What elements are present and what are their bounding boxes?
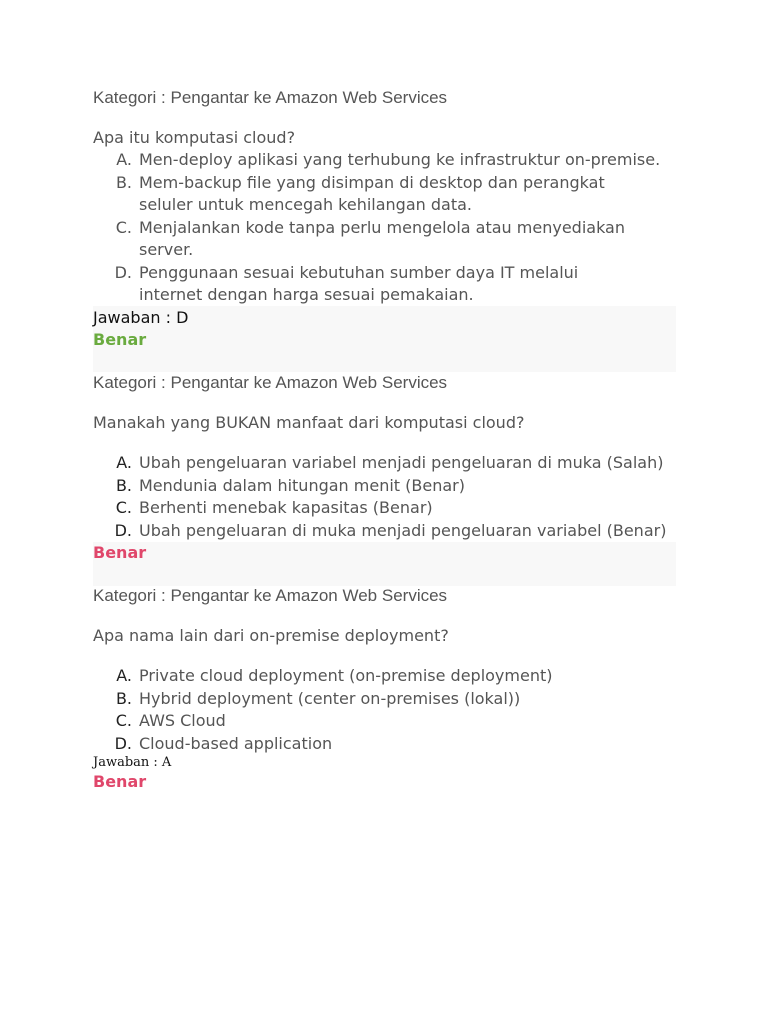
option-letter: B. (115, 475, 132, 495)
option-letter: A. (116, 453, 132, 472)
option-list (93, 452, 683, 542)
option-text: Men-deploy aplikasi yang terhubung ke infrastruktur on-premise. (139, 150, 661, 169)
option-list (93, 149, 683, 307)
option-letter: B. (115, 688, 132, 708)
answer-text: Jawaban : D (93, 308, 189, 327)
option-a (93, 665, 683, 688)
option-d (93, 262, 683, 307)
option-letter: D. (114, 733, 132, 753)
option-d (93, 733, 683, 756)
option-b (93, 688, 683, 711)
option-a (93, 149, 683, 172)
option-letter: C. (115, 498, 132, 517)
option-letter: D. (114, 262, 132, 282)
option-letter: C. (115, 217, 132, 237)
option-letter: A. (116, 666, 132, 685)
option-text: Ubah pengeluaran variabel menjadi pengeluaran di muka (Salah) (139, 453, 664, 472)
option-text: AWS Cloud (139, 711, 226, 730)
verdict-label: Benar (93, 543, 147, 562)
question-text: Apa nama lain dari on-premise deployment? (93, 626, 449, 645)
answer-box (93, 542, 676, 586)
option-text: Private cloud deployment (on-premise deployment) (139, 666, 553, 685)
category-label: Kategori : Pengantar ke Amazon Web Services (93, 373, 448, 392)
question-text: Apa itu komputasi cloud? (93, 128, 296, 147)
option-letter: A. (116, 150, 132, 169)
option-text: Berhenti menebak kapasitas (Benar) (139, 498, 433, 517)
option-text: Cloud-based application (139, 733, 333, 753)
option-text: Hybrid deployment (center on-premises (lokal)) (139, 688, 521, 708)
option-c (93, 217, 683, 262)
option-text: Ubah pengeluaran di muka menjadi pengeluaran variabel (Benar) (139, 520, 667, 540)
question-text: Manakah yang BUKAN manfaat dari komputasi cloud? (93, 413, 525, 432)
option-text: Mendunia dalam hitungan menit (Benar) (139, 475, 465, 495)
option-text: Penggunaan sesuai kebutuhan sumber daya IT melalui internet dengan harga sesuai pemakaian. (139, 262, 579, 304)
option-d (93, 520, 683, 543)
option-list (93, 665, 683, 755)
option-text: Mem-backup file yang disimpan di desktop dan perangkat seluler untuk mencegah kehilangan data. (139, 172, 605, 214)
option-b (93, 172, 683, 217)
category-label: Kategori : Pengantar ke Amazon Web Services (93, 88, 448, 107)
verdict-label: Benar (93, 772, 147, 791)
category-label: Kategori : Pengantar ke Amazon Web Services (93, 586, 448, 605)
option-c (93, 710, 683, 733)
option-a (93, 452, 683, 475)
option-letter: B. (115, 172, 132, 192)
verdict-label: Benar (93, 330, 147, 349)
option-letter: C. (115, 711, 132, 730)
option-text: Menjalankan kode tanpa perlu mengelola atau menyediakan server. (139, 217, 625, 259)
option-letter: D. (114, 520, 132, 540)
option-c (93, 497, 683, 520)
option-b (93, 475, 683, 498)
answer-text: Jawaban : A (93, 755, 172, 770)
